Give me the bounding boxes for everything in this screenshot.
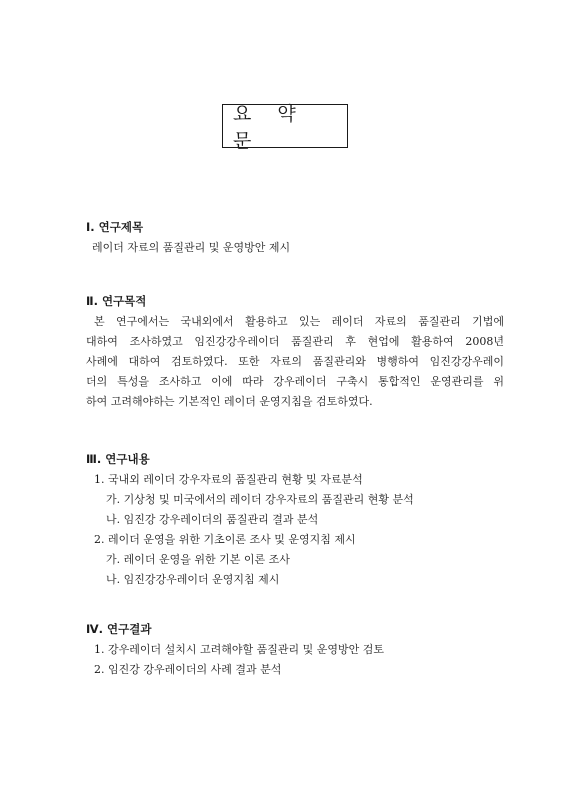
content-list	[86, 470, 506, 590]
list-item: 1. 국내외 레이더 강우자료의 품질관리 현황 및 자료분석	[94, 473, 363, 486]
results-list	[86, 640, 506, 680]
section-heading: Ⅰ. 연구제목	[86, 220, 144, 234]
title-box	[222, 103, 348, 152]
list-item: 1. 강우레이더 설치시 고려해야할 품질관리 및 운영방안 검토	[94, 643, 384, 656]
paragraph-line: 대하여 조사하였고 임진강강우레이더 품질관리 후 현업에 활용하여 2008년	[86, 335, 504, 348]
list-item: 2. 임진강 강우레이더의 사례 결과 분석	[94, 663, 282, 676]
list-item: 2. 레이더 운영을 위한 기초이론 조사 및 운영지침 제시	[94, 533, 356, 546]
list-item: 나. 임진강 강우레이더의 품질관리 결과 분석	[106, 513, 319, 526]
section-heading: Ⅳ. 연구결과	[86, 622, 152, 636]
page-title: 요 약 문	[233, 103, 306, 152]
purpose-paragraph	[86, 312, 504, 412]
section-purpose	[86, 292, 506, 412]
paragraph-line: 본 연구에서는 국내외에서 활용하고 있는 레이더 자료의 품질관리 기법에	[94, 315, 504, 328]
list-item: 가. 기상청 및 미국에서의 레이더 강우자료의 품질관리 현황 분석	[106, 493, 414, 506]
paragraph-line: 더의 특성을 조사하고 이에 따라 강우레이더 구축시 통합적인 운영관리를 위	[86, 375, 504, 388]
section-body: 레이더 자료의 품질관리 및 운영방안 제시	[92, 241, 291, 254]
list-item: 나. 임진강강우레이더 운영지침 제시	[106, 573, 280, 586]
paragraph-line: 하여 고려해야하는 기본적인 레이더 운영지침을 검토하였다.	[86, 395, 373, 408]
section-title	[86, 218, 506, 258]
section-content	[86, 450, 506, 590]
section-heading: Ⅲ. 연구내용	[86, 452, 150, 466]
section-heading: Ⅱ. 연구목적	[86, 294, 147, 308]
section-results	[86, 620, 506, 680]
paragraph-line: 사례에 대하여 검토하였다. 또한 자료의 품질관리와 병행하여 임진강강우레이	[86, 355, 504, 368]
list-item: 가. 레이더 운영을 위한 기본 이론 조사	[106, 553, 290, 566]
